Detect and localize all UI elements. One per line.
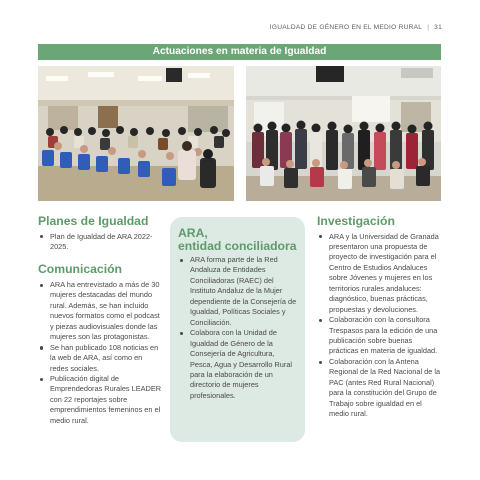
header-section: IGUALDAD DE GÉNERO EN EL MEDIO RURAL: [269, 24, 423, 31]
ara-title-line1: ARA,: [178, 226, 208, 240]
investigacion-title: Investigación: [317, 214, 395, 228]
ara-title-line2: entidad conciliadora: [178, 238, 297, 253]
right-column: [317, 215, 441, 420]
page-number: 31: [434, 24, 442, 31]
list-item: Se han publicado 108 noticias en la web de ARA, así como en redes sociales.: [38, 343, 162, 374]
list-item: Plan de Igualdad de ARA 2022-2025.: [38, 232, 162, 253]
header-separator: |: [427, 24, 430, 31]
audience-photo-icon: [38, 66, 234, 201]
list-item: ARA y la Universidad de Granada presentaron una propuesta de proyecto de investigación para el Centro de Estudios Andaluces sobre Jóvenes y mujeres en los territorios rurales andaluces: diagnóstico, buenas prácticas, propuestas y devoluciones.: [317, 232, 441, 316]
left-column: [38, 215, 162, 426]
list-item: Colabora con la Unidad de Igualdad de Género de la Consejería de Agricultura, Pesca, Agua y Desarrollo Rural para la elaboración de un directorio de mujeres profesionales.: [178, 328, 297, 401]
list-item: ARA ha entrevistado a más de 30 mujeres destacadas del mundo rural. Además, se han incluido nuevos formatos como el podcast y piezas audiovisuales donde las mujeres son las protagonistas.: [38, 280, 162, 343]
comunicacion-title: Comunicación: [38, 262, 122, 277]
running-header: [270, 24, 442, 31]
comunicacion-list: [38, 280, 162, 426]
planes-list: [38, 232, 162, 253]
ara-title: [178, 227, 297, 252]
list-item: Publicación digital de Emprendedoras Rurales LEADER con 22 reportajes sobre emprendimientos femeninos en el medio rural.: [38, 374, 162, 426]
group-photo: [246, 66, 441, 201]
audience-photo: [38, 66, 234, 201]
ara-panel: [170, 217, 305, 442]
planes-title: Planes de Igualdad: [38, 214, 149, 228]
list-item: Colaboración con la Antena Regional de la Red Nacional de la PAC (antes Red Rural Nacional) para la constitución del Grupo de Trabajo sobre igualdad en el medio rural.: [317, 357, 441, 420]
list-item: Colaboración con la consultora Trespasos para la edición de una publicación sobre buenas prácticas en materia de igualdad.: [317, 315, 441, 357]
group-photo-icon: [246, 66, 441, 201]
list-item: ARA forma parte de la Red Andaluza de Entidades Conciliadoras (RAEC) del Instituto Andaluz de la Mujer dependiente de la Consejería de Igualdad, Políticas Sociales y Conciliación.: [178, 255, 297, 328]
ara-list: [178, 255, 297, 401]
investigacion-list: [317, 232, 441, 420]
section-banner: Actuaciones en materia de Igualdad: [38, 44, 441, 60]
